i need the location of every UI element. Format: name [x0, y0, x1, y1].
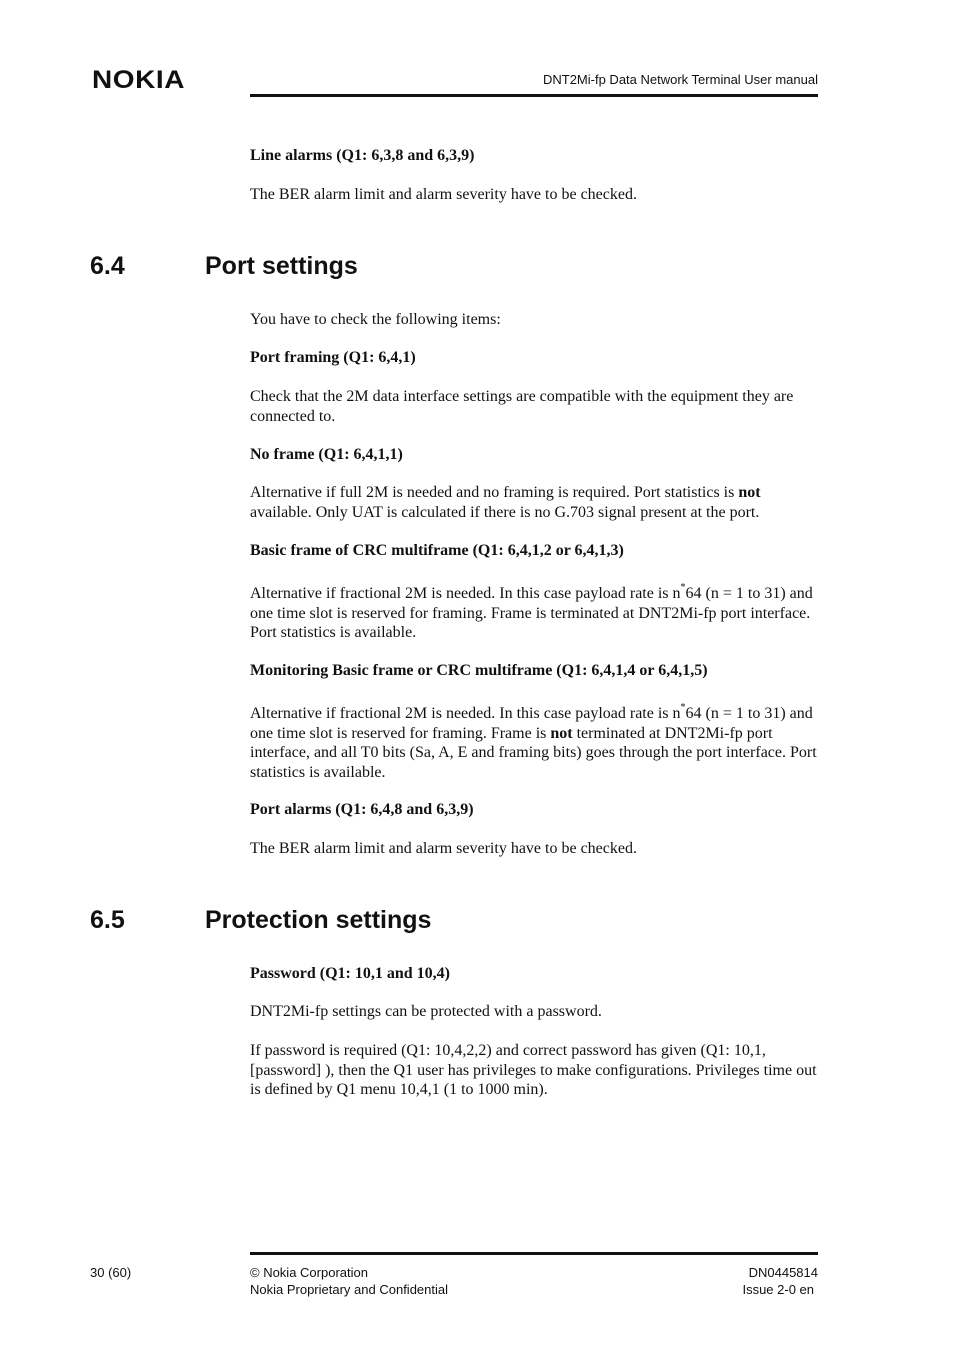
- monitoring-text: Alternative if fractional 2M is needed. In this case payload rate is n*64 (n = 1 to 31) and one time slot is reserved for framing. Frame is not terminated at DNT2Mi-fp port interface, and all T0 bits (Sa, A, E and framing bits) goes through the port interface. Port statistics is available.: [250, 701, 817, 781]
- section-6-4-number: 6.4: [90, 252, 125, 280]
- port-alarms-heading: Port alarms (Q1: 6,4,8 and 6,3,9): [250, 801, 474, 818]
- confidential-notice: Nokia Proprietary and Confidential: [250, 1282, 448, 1297]
- basic-frame-text: Alternative if fractional 2M is needed. In this case payload rate is n*64 (n = 1 to 31) and one time slot is reserved for framing. Frame is terminated at DNT2Mi-fp port interface. Port statistics is available.: [250, 581, 813, 641]
- nokia-logo: NOKIA: [92, 66, 186, 94]
- port-framing-text: Check that the 2M data interface settings are compatible with the equipment they are connected to.: [250, 388, 794, 425]
- section-6-4-intro: You have to check the following items:: [250, 311, 501, 328]
- issue-number: Issue 2-0 en: [742, 1282, 814, 1297]
- section-6-5-number: 6.5: [90, 906, 125, 934]
- page-number: 30 (60): [90, 1265, 132, 1280]
- basic-frame-heading: Basic frame of CRC multiframe (Q1: 6,4,1,2 or 6,4,1,3): [250, 542, 624, 559]
- header-rule: [250, 94, 818, 97]
- password-text-2: If password is required (Q1: 10,4,2,2) and correct password has given (Q1: 10,1,[password] ), then the Q1 user has privileges to make configurations. Privileges time out is defined by Q1 menu 10,4,1 (1 to 1000 min).: [250, 1042, 817, 1098]
- copyright: © Nokia Corporation: [250, 1265, 368, 1280]
- line-alarms-text: The BER alarm limit and alarm severity have to be checked.: [250, 186, 637, 203]
- section-6-5-title: Protection settings: [205, 906, 432, 934]
- port-framing-heading: Port framing (Q1: 6,4,1): [250, 349, 416, 366]
- footer-rule: [250, 1252, 818, 1255]
- monitoring-heading: Monitoring Basic frame or CRC multiframe (Q1: 6,4,1,4 or 6,4,1,5): [250, 662, 708, 679]
- no-frame-heading: No frame (Q1: 6,4,1,1): [250, 446, 403, 463]
- section-6-4-title: Port settings: [205, 252, 358, 280]
- document-number: DN0445814: [748, 1265, 818, 1280]
- document-title: DNT2Mi-fp Data Network Terminal User manual: [542, 72, 818, 87]
- password-text-1: DNT2Mi-fp settings can be protected with a password.: [250, 1003, 602, 1020]
- no-frame-text: Alternative if full 2M is needed and no framing is required. Port statistics is not available. Only UAT is calculated if there is no G.703 signal present at the port.: [250, 484, 761, 521]
- password-heading: Password (Q1: 10,1 and 10,4): [250, 965, 451, 982]
- line-alarms-heading: Line alarms (Q1: 6,3,8 and 6,3,9): [250, 147, 475, 164]
- port-alarms-text: The BER alarm limit and alarm severity have to be checked.: [250, 840, 637, 857]
